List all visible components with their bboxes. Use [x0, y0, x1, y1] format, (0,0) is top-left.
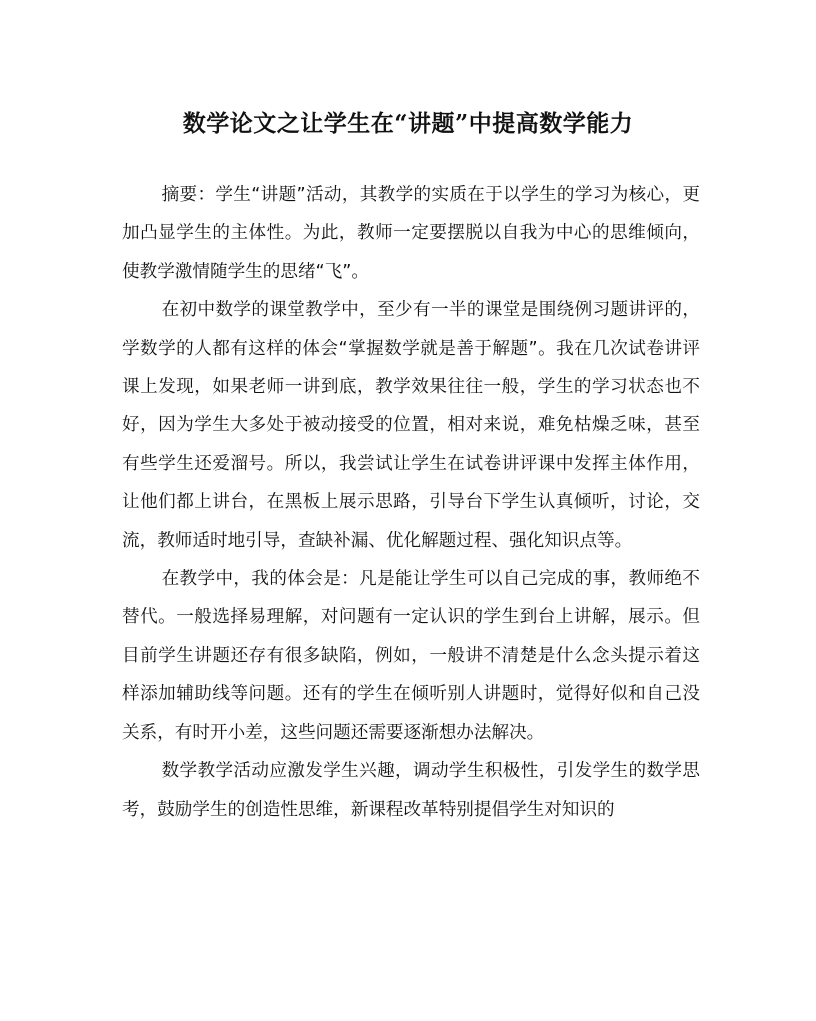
document-body: [122, 176, 700, 829]
document-title: 数学论文之让学生在“讲题”中提高数学能力: [182, 110, 634, 137]
paragraph-abstract: 摘要：学生“讲题”活动，其教学的实质在于以学生的学习为核心，更加凸显学生的主体性。为此，教师一定要摆脱以自我为中心的思维倾向，使教学激情随学生的思绪“飞”。: [122, 185, 700, 282]
paragraph-2: 在初中数学的课堂教学中，至少有一半的课堂是围绕例习题讲评的，学数学的人都有这样的体会“掌握数学就是善于解题”。我在几次试卷讲评课上发现，如果老师一讲到底，教学效果往往一般，学生的学习状态也不好，因为学生大多处于被动接受的位置，相对来说，难免枯燥乏味，甚至有些学生还爱溜号。所以，我尝试让学生在试卷讲评课中发挥主体作用，让他们都上讲台，在黑板上展示思路，引导台下学生认真倾听，讨论，交流，教师适时地引导，查缺补漏、优化解题过程、强化知识点等。: [122, 300, 700, 551]
paragraph-4: 数学教学活动应激发学生兴趣，调动学生积极性，引发学生的数学思考，鼓励学生的创造性思维，新课程改革特别提倡学生对知识的: [122, 761, 700, 820]
paragraph-3: 在教学中，我的体会是：凡是能让学生可以自己完成的事，教师绝不替代。一般选择易理解，对问题有一定认识的学生到台上讲解，展示。但目前学生讲题还存有很多缺陷，例如，一般讲不清楚是什么念头提示着这样添加辅助线等问题。还有的学生在倾听别人讲题时，觉得好似和自己没关系，有时开小差，这些问题还需要逐渐想办法解决。: [122, 569, 700, 743]
